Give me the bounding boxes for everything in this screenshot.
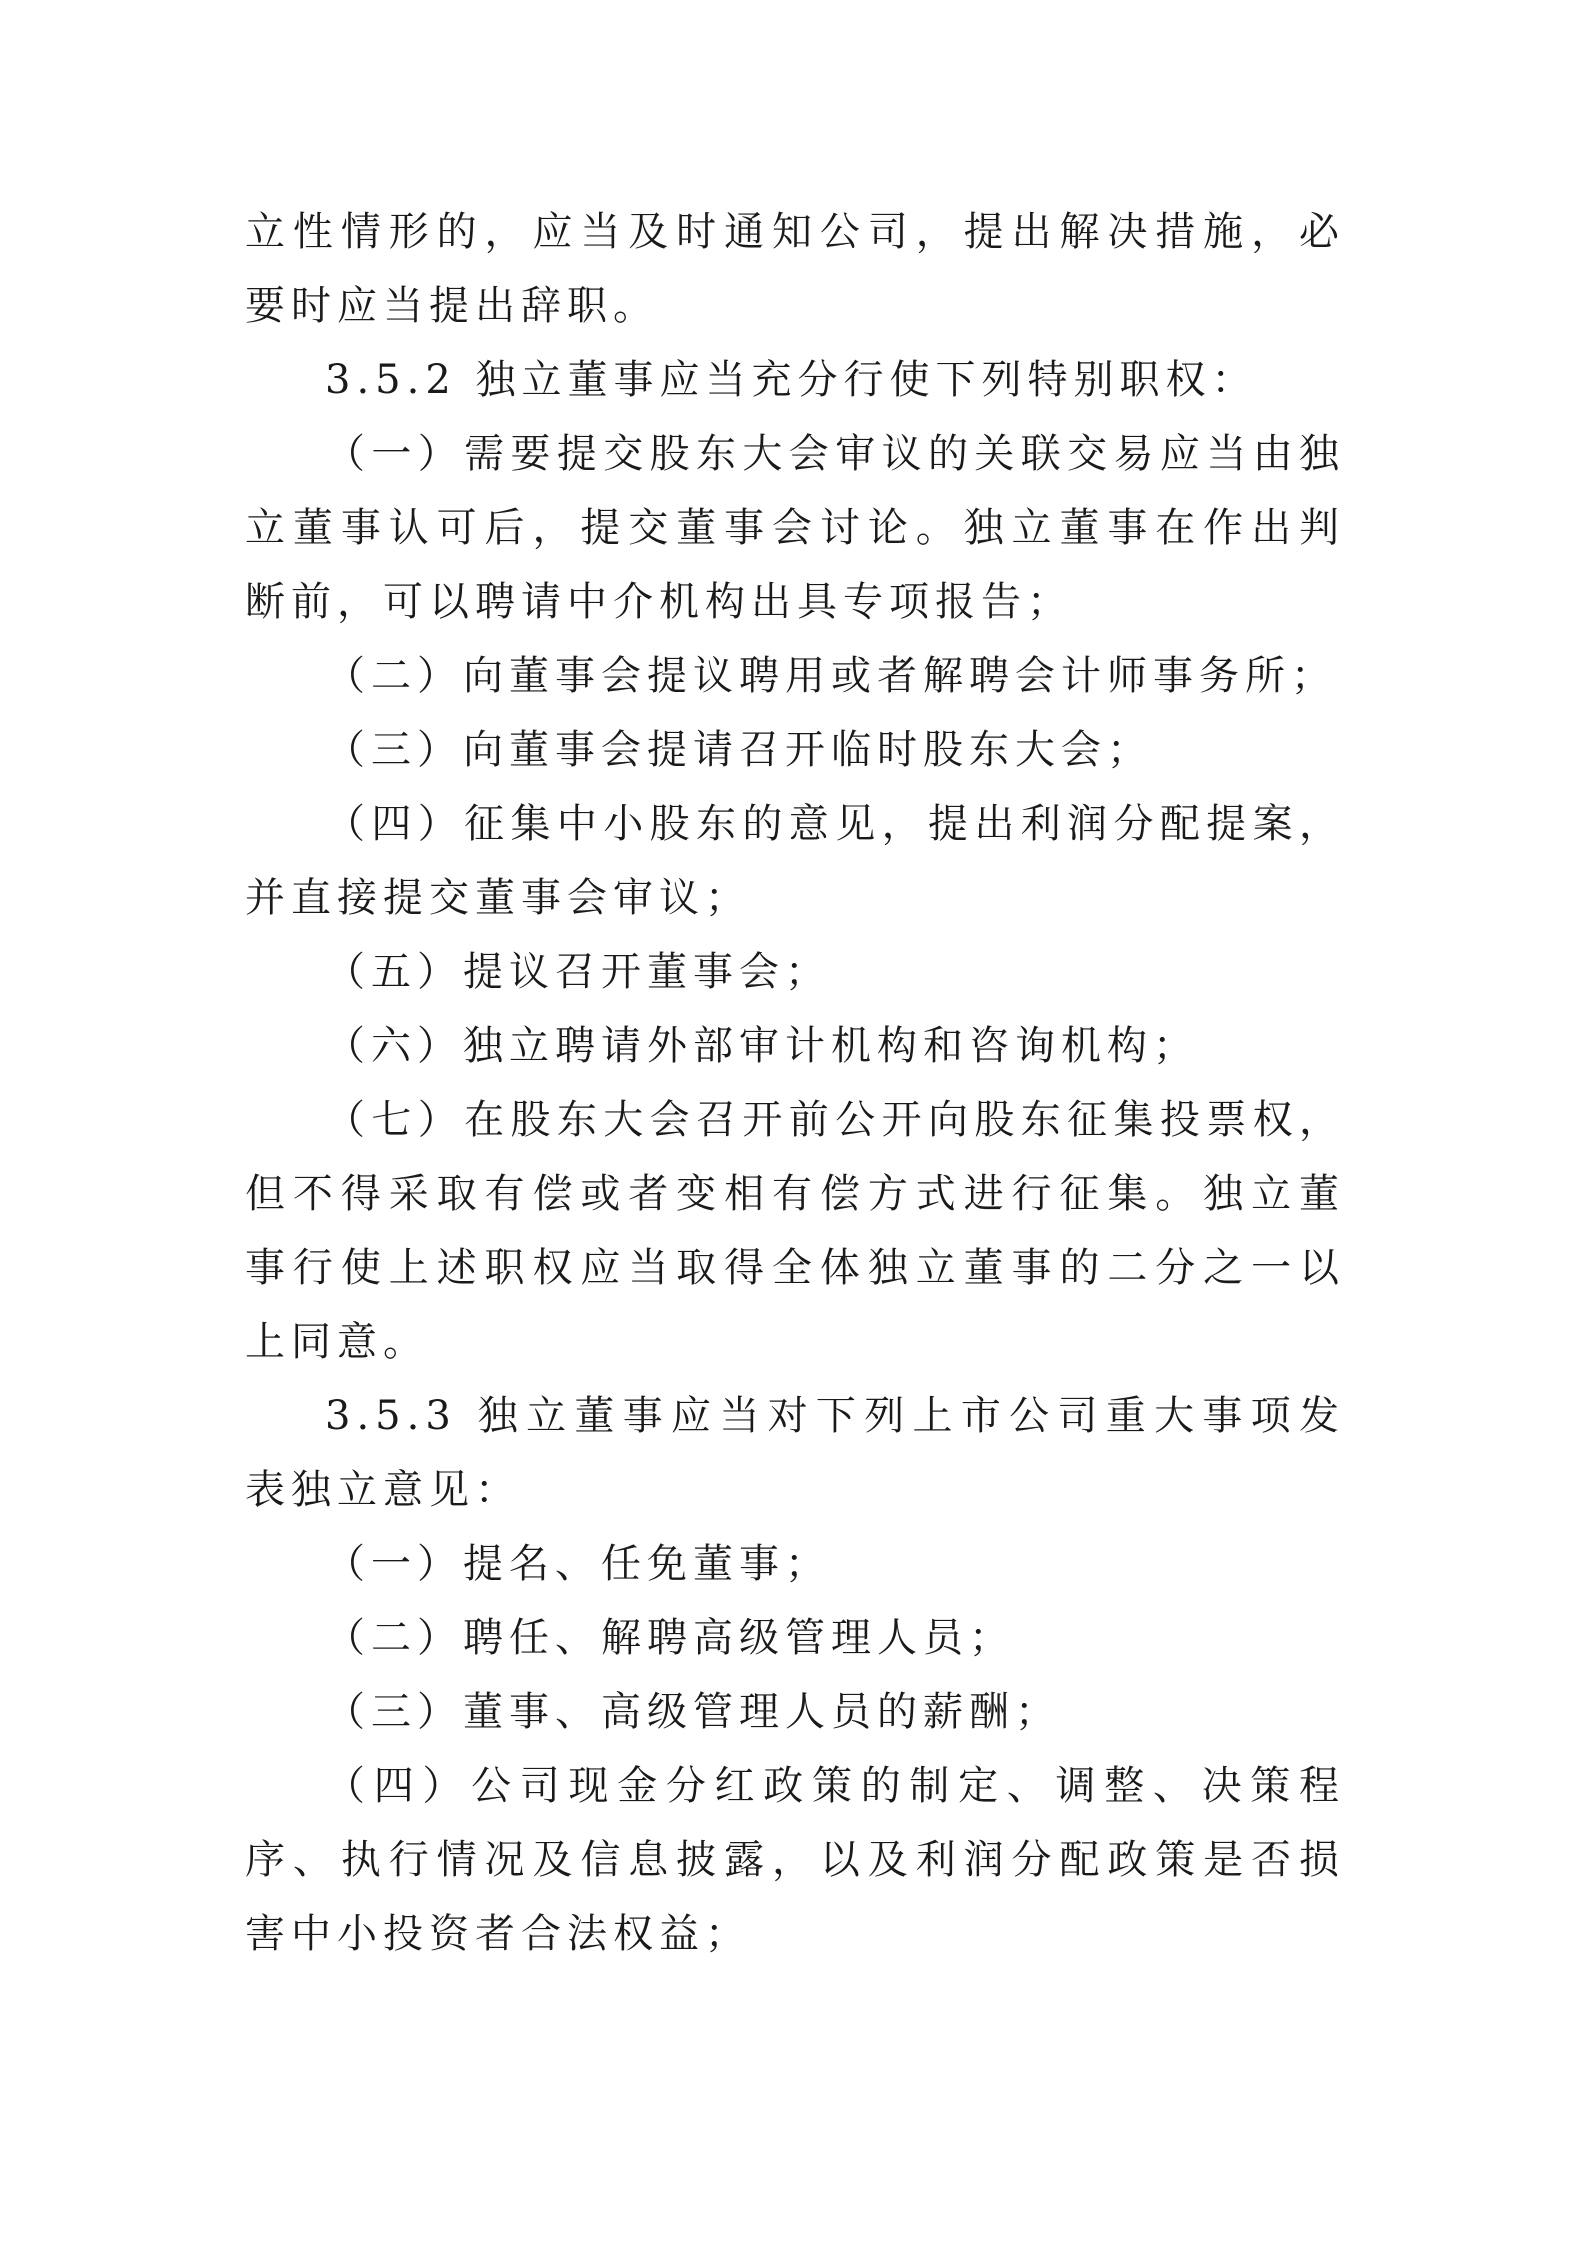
paragraph-3-5-2-item-1: （一）需要提交股东大会审议的关联交易应当由独立董事认可后，提交董事会讨论。独立董事在作出判断前，可以聘请中介机构出具专项报告； [245,431,1345,625]
paragraph-3-5-3-item-2: （二）聘任、解聘高级管理人员； [325,1615,1015,1661]
paragraph-3-5-2-item-5: （五）提议召开董事会； [325,949,831,995]
paragraph-continuation: 立性情形的，应当及时通知公司，提出解决措施，必要时应当提出辞职。 [245,209,1345,329]
paragraph-3-5-2-item-7: （七）在股东大会召开前公开向股东征集投票权，但不得采取有偿或者变相有偿方式进行征集。独立董事行使上述职权应当取得全体独立董事的二分之一以上同意。 [245,1097,1345,1365]
document-body [245,195,1345,1971]
paragraph-3-5-3-item-3: （三）董事、高级管理人员的薪酬； [325,1689,1061,1735]
paragraph-3-5-3-heading: 3.5.3 独立董事应当对下列上市公司重大事项发表独立意见： [245,1393,1345,1513]
paragraph-3-5-3-item-4: （四）公司现金分红政策的制定、调整、决策程序、执行情况及信息披露，以及利润分配政策是否损害中小投资者合法权益； [245,1763,1345,1957]
paragraph-3-5-2-item-2: （二）向董事会提议聘用或者解聘会计师事务所； [325,653,1337,699]
paragraph-3-5-2-item-3: （三）向董事会提请召开临时股东大会； [325,727,1153,773]
paragraph-3-5-2-item-6: （六）独立聘请外部审计机构和咨询机构； [325,1023,1199,1069]
paragraph-3-5-2-item-4: （四）征集中小股东的意见，提出利润分配提案，并直接提交董事会审议； [245,801,1345,921]
paragraph-3-5-3-item-1: （一）提名、任免董事； [325,1541,831,1587]
paragraph-3-5-2-heading: 3.5.2 独立董事应当充分行使下列特别职权： [325,357,1258,403]
